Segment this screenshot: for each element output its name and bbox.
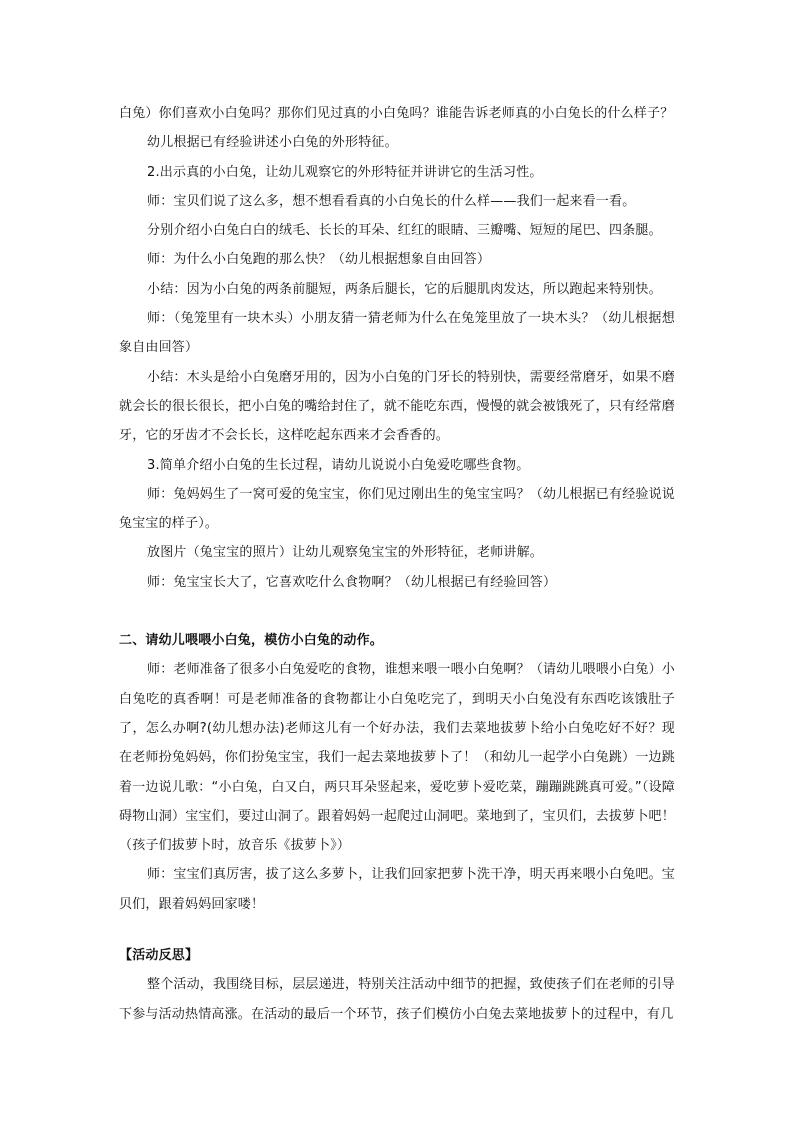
reflection-paragraph: 整个活动，我围绕目标，层层递进，特别关注活动中细节的把握，致使孩子们在老师的引导下参与活动热情高涨。在活动的最后一个环节，孩子们模仿小白兔去菜地拔萝卜的过程中，有几 (119, 977, 676, 1022)
paragraph-show-picture: 放图片（兔宝宝的照片）让幼儿观察兔宝宝的外形特征，老师讲解。 (147, 545, 544, 561)
paragraph-question-intro: 白兔）你们喜欢小白兔吗？那你们见过真的小白兔吗？谁能告诉老师真的小白兔长的什么样子？ (119, 106, 674, 121)
paragraph-teacher-look: 师：宝贝们说了这么多，想不想看看真的小白兔长的什么样——我们一起来看一看。 (147, 193, 636, 209)
paragraph-step-2: 2.出示真的小白兔，让幼儿观察它的外形特征并讲讲它的生活习性。 (147, 164, 543, 180)
paragraph-child-describe: 幼儿根据已有经验讲述小白兔的外形特征。 (147, 135, 398, 151)
paragraph-step-3: 3.简单介绍小白兔的生长过程，请幼儿说说小白兔爱吃哪些食物。 (147, 457, 530, 473)
paragraph-introduce-features: 分别介绍小白兔白白的绒毛、长长的耳朵、红红的眼睛、三瓣嘴、短短的尾巴、四条腿。 (147, 223, 662, 239)
spacer (119, 597, 675, 626)
spacer (119, 919, 675, 941)
paragraph-teacher-food: 师：兔宝宝长大了，它喜欢吃什么食物啊？（幼儿根据已有经验回答） (147, 574, 557, 590)
paragraph-summary-teeth: 小结：木头是给小白兔磨牙用的，因为小白兔的门牙长的特别快，需要经常磨牙，如果不磨就会长的很长很长，把小白兔的嘴给封住了，就不能吃东西，慢慢的就会被饿死了，只有经常磨牙，它的牙齿才不会长长，这样吃起东西来才会香香的。 (119, 369, 676, 444)
reflection-heading: 【活动反思】 (119, 948, 199, 964)
section-2-paragraph-go-home: 师：宝宝们真厉害，拔了这么多萝卜，让我们回家把萝卜洗干净，明天再来喂小白兔吧。宝贝们，跟着妈妈回家喽！ (119, 867, 676, 912)
section-2-heading: 二、请幼儿喂喂小白兔，模仿小白兔的动作。 (119, 633, 384, 649)
document-body (119, 99, 675, 1029)
paragraph-summary-legs: 小结：因为小白兔的两条前腿短，两条后腿长，它的后腿肌肉发达，所以跑起来特别快。 (147, 281, 662, 297)
section-2-paragraph-feed: 师：老师准备了很多小白兔爱吃的食物，谁想来喂一喂小白兔啊？（请幼儿喂喂小白兔）小白兔吃的真香啊！可是老师准备的食物都让小白兔吃完了，到明天小白兔没有东西吃该饿肚子了，怎么办啊?(幼儿想办法)老师这儿有一个好办法，我们去菜地拔萝卜给小白兔吃好不好？现在老师扮兔妈妈，你们扮兔宝宝，我们一起去菜地拔萝卜了！（和幼儿一起学小白兔跳）一边跳着一边说儿歌：“小白兔，白又白，两只耳朵竖起来，爱吃萝卜爱吃菜，蹦蹦跳跳真可爱。”（设障碍物山洞）宝宝们，要过山洞了。跟着妈妈一起爬过山洞吧。菜地到了，宝贝们，去拔萝卜吧！（孩子们拔萝卜时，放音乐《拔萝卜》） (119, 662, 676, 854)
paragraph-teacher-baby-rabbits: 师：兔妈妈生了一窝可爱的兔宝宝，你们见过刚出生的兔宝宝吗？（幼儿根据已有经验说说兔宝宝的样子）。 (119, 486, 676, 532)
paragraph-teacher-why-fast: 师：为什么小白兔跑的那么快？（幼儿根据想象自由回答） (147, 252, 491, 268)
paragraph-teacher-wood: 师：（兔笼里有一块木头）小朋友猜一猜老师为什么在兔笼里放了一块木头？（幼儿根据想象自由回答） (119, 311, 675, 356)
